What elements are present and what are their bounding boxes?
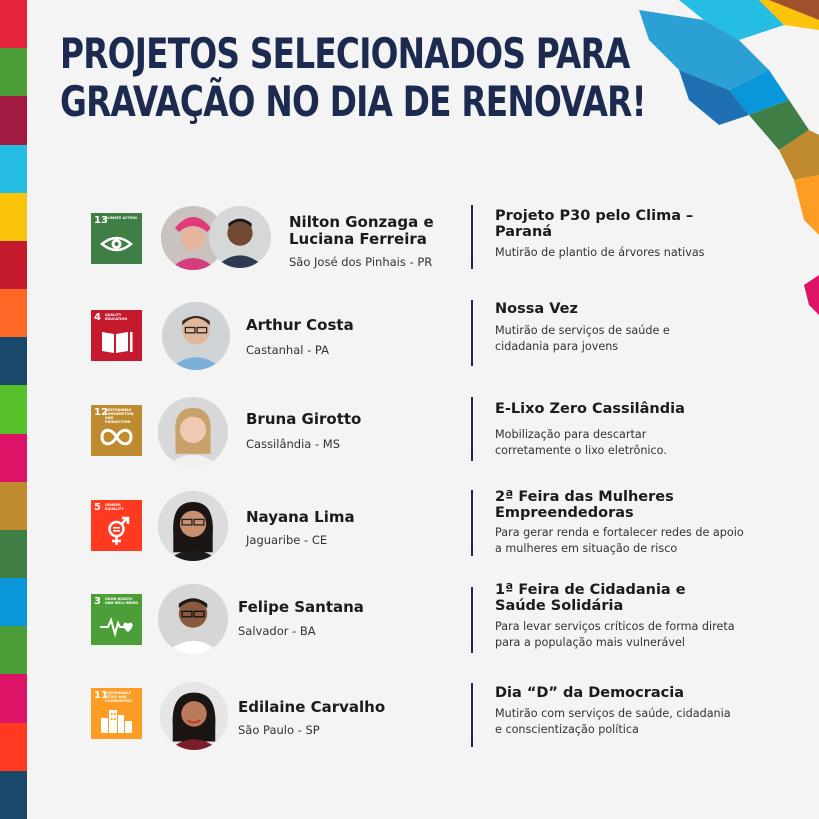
project-row-4 <box>0 487 819 567</box>
stripe-segment <box>0 0 27 48</box>
sdg-label: RESPONSIBLE CONSUMPTION AND PRODUCTION <box>105 408 134 424</box>
sdg-badge-4 <box>91 310 142 361</box>
sdg-label: CLIMATE ACTION <box>105 216 137 220</box>
sdg-badge-3 <box>91 594 142 645</box>
participant-location: Castanhal - PA <box>246 343 329 357</box>
sdg-number: 11 <box>94 690 108 701</box>
divider <box>471 587 473 653</box>
avatar-felipe <box>158 584 228 654</box>
page-title <box>60 29 646 126</box>
divider <box>471 205 473 269</box>
sdg-badge-5 <box>91 500 142 551</box>
divider <box>471 490 473 556</box>
project-title: Projeto P30 pelo Clima – Paraná <box>495 208 694 240</box>
project-row-3 <box>0 393 819 473</box>
gender-icon <box>99 516 134 546</box>
page-title-line-2: GRAVAÇÃO NO DIA DE RENOVAR! <box>60 77 646 126</box>
heartbeat-icon <box>99 610 134 640</box>
infinity-icon <box>99 421 134 451</box>
project-description: Mutirão com serviços de saúde, cidadania e conscientização política <box>495 707 731 736</box>
project-row-6 <box>0 680 819 760</box>
project-description: Para levar serviços críticos de forma direta para a população mais vulnerável <box>495 620 735 649</box>
project-row-2 <box>0 298 819 378</box>
participant-name: Nilton Gonzaga e Luciana Ferreira <box>289 213 434 248</box>
sdg-label: GOOD HEALTH AND WELL-BEING <box>105 597 139 605</box>
avatar-bruna <box>158 397 228 467</box>
stripe-segment <box>0 48 27 96</box>
avatar-nayana <box>158 491 228 561</box>
stripe-segment <box>0 771 27 819</box>
eye-icon <box>99 229 134 259</box>
participant-name: Edilaine Carvalho <box>238 698 386 716</box>
participant-name: Felipe Santana <box>238 598 364 616</box>
participant-location: São José dos Pinhais - PR <box>289 255 433 269</box>
page-title-line-1: PROJETOS SELECIONADOS PARA <box>60 29 630 78</box>
avatar-edilaine <box>160 682 228 750</box>
avatar-arthur <box>162 302 230 370</box>
sdg-badge-11 <box>91 688 142 739</box>
project-description: Para gerar renda e fortalecer redes de apoio a mulheres em situação de risco <box>495 526 744 555</box>
sdg-number: 12 <box>94 407 108 418</box>
project-title: 1ª Feira de Cidadania e Saúde Solidária <box>495 582 686 614</box>
avatar-nilton <box>209 206 271 268</box>
stripe-segment <box>0 96 27 144</box>
participant-location: São Paulo - SP <box>238 723 320 737</box>
sdg-label: SUSTAINABLE CITIES AND COMMUNITIES <box>105 691 133 703</box>
project-title: E-Lixo Zero Cassilândia <box>495 401 685 417</box>
sdg-number: 4 <box>94 312 101 323</box>
project-description: Mutirão de serviços de saúde e cidadania para jovens <box>495 324 670 353</box>
project-title: Dia “D” da Democracia <box>495 685 685 701</box>
project-title: Nossa Vez <box>495 301 578 317</box>
project-title: 2ª Feira das Mulheres Empreendedoras <box>495 489 674 521</box>
sdg-number: 5 <box>94 502 101 513</box>
participant-location: Salvador - BA <box>238 624 316 638</box>
project-description: Mobilização para descartar corretamente o lixo eletrônico. <box>495 428 667 457</box>
sdg-label: QUALITY EDUCATION <box>105 313 128 321</box>
project-row-1 <box>0 200 819 280</box>
project-row-5 <box>0 580 819 660</box>
divider <box>471 683 473 747</box>
participant-location: Jaguaribe - CE <box>246 533 328 547</box>
participant-location: Cassilândia - MS <box>246 437 341 451</box>
book-icon <box>99 326 134 356</box>
participant-name: Bruna Girotto <box>246 410 362 428</box>
stripe-segment <box>0 145 27 193</box>
project-description: Mutirão de plantio de árvores nativas <box>495 246 705 259</box>
sdg-badge-13 <box>91 213 142 264</box>
sdg-label: GENDER EQUALITY <box>105 503 124 511</box>
participant-name: Arthur Costa <box>246 316 354 334</box>
divider <box>471 397 473 461</box>
divider <box>471 300 473 366</box>
sdg-number: 3 <box>94 596 101 607</box>
participant-name: Nayana Lima <box>246 508 355 526</box>
sdg-number: 13 <box>94 215 108 226</box>
sdg-badge-12 <box>91 405 142 456</box>
city-icon <box>99 704 134 734</box>
